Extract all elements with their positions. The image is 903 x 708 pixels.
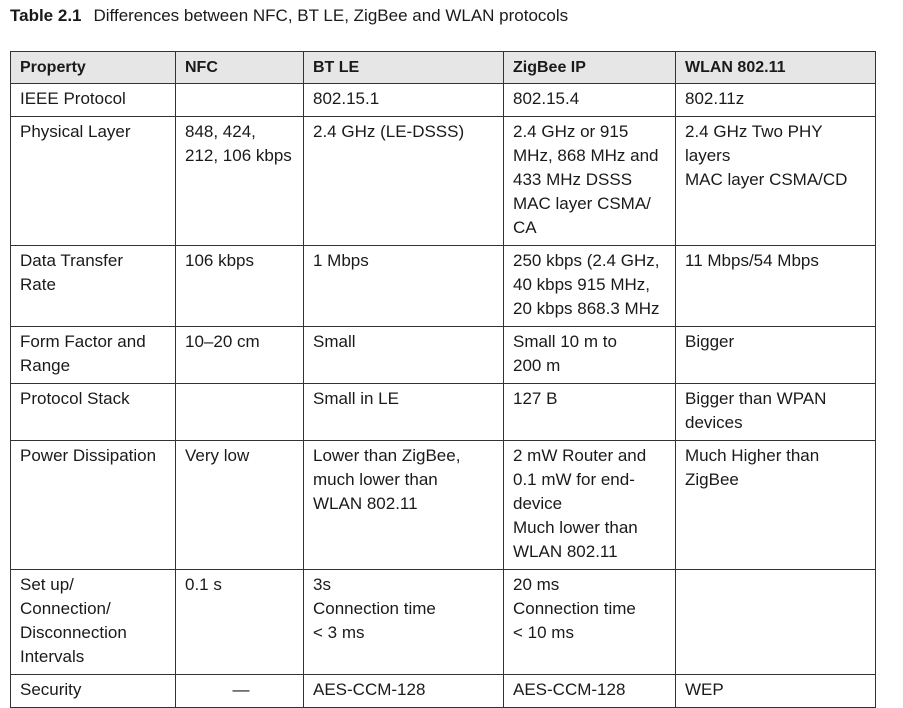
table-cell: Very low xyxy=(176,441,304,570)
table-row xyxy=(11,384,876,441)
header-cell-nfc: NFC xyxy=(176,52,304,84)
header-cell-bt-le: BT LE xyxy=(304,52,504,84)
row-label: Physical Layer xyxy=(11,117,176,246)
table-cell: Small xyxy=(304,327,504,384)
table-cell: 848, 424, 212, 106 kbps xyxy=(176,117,304,246)
table-cell xyxy=(176,384,304,441)
table-cell: 802.15.4 xyxy=(504,84,676,117)
table-title: Differences between NFC, BT LE, ZigBee and WLAN protocols xyxy=(93,6,569,25)
table-cell: 106 kbps xyxy=(176,246,304,327)
table-cell: Much Higher than ZigBee xyxy=(676,441,876,570)
table-cell: WEP xyxy=(676,675,876,708)
table-cell: 3s Connection time < 3 ms xyxy=(304,570,504,675)
comparison-table xyxy=(10,51,876,708)
table-cell: 2.4 GHz Two PHY layers MAC layer CSMA/CD xyxy=(676,117,876,246)
table-cell: 0.1 s xyxy=(176,570,304,675)
table-cell: Bigger xyxy=(676,327,876,384)
table-cell: 20 ms Connection time < 10 ms xyxy=(504,570,676,675)
table-cell xyxy=(176,84,304,117)
header-row xyxy=(11,52,876,84)
table-number: Table 2.1 xyxy=(10,6,82,25)
table-cell: 2.4 GHz (LE-DSSS) xyxy=(304,117,504,246)
table-row xyxy=(11,246,876,327)
table-row xyxy=(11,84,876,117)
table-cell: 2 mW Router and 0.1 mW for end- device Much lower than WLAN 802.11 xyxy=(504,441,676,570)
row-label: Form Factor and Range xyxy=(11,327,176,384)
table-cell: 1 Mbps xyxy=(304,246,504,327)
table-cell: 10–20 cm xyxy=(176,327,304,384)
table-cell: 250 kbps (2.4 GHz, 40 kbps 915 MHz, 20 kbps 868.3 MHz xyxy=(504,246,676,327)
table-row xyxy=(11,327,876,384)
table-row xyxy=(11,441,876,570)
row-label: Data Transfer Rate xyxy=(11,246,176,327)
table-row xyxy=(11,570,876,675)
table-cell: AES-CCM-128 xyxy=(504,675,676,708)
table-cell: AES-CCM-128 xyxy=(304,675,504,708)
row-label: IEEE Protocol xyxy=(11,84,176,117)
table-cell: Small 10 m to 200 m xyxy=(504,327,676,384)
table-cell: 802.15.1 xyxy=(304,84,504,117)
table-row xyxy=(11,117,876,246)
row-label: Power Dissipation xyxy=(11,441,176,570)
table-cell: 2.4 GHz or 915 MHz, 868 MHz and 433 MHz DSSS MAC layer CSMA/ CA xyxy=(504,117,676,246)
row-label: Protocol Stack xyxy=(11,384,176,441)
header-cell-wlan: WLAN 802.11 xyxy=(676,52,876,84)
header-cell-zigbee-ip: ZigBee IP xyxy=(504,52,676,84)
header-cell-property: Property xyxy=(11,52,176,84)
table-cell: Lower than ZigBee, much lower than WLAN 802.11 xyxy=(304,441,504,570)
row-label: Set up/ Connection/ Disconnection Intervals xyxy=(11,570,176,675)
row-label: Security xyxy=(11,675,176,708)
table-cell xyxy=(676,570,876,675)
table-cell: Small in LE xyxy=(304,384,504,441)
table-cell: 802.11z xyxy=(676,84,876,117)
table-cell: — xyxy=(176,675,304,708)
table-cell: Bigger than WPAN devices xyxy=(676,384,876,441)
table-cell: 127 B xyxy=(504,384,676,441)
table-caption xyxy=(10,5,568,27)
table-row xyxy=(11,675,876,708)
table-cell: 11 Mbps/54 Mbps xyxy=(676,246,876,327)
